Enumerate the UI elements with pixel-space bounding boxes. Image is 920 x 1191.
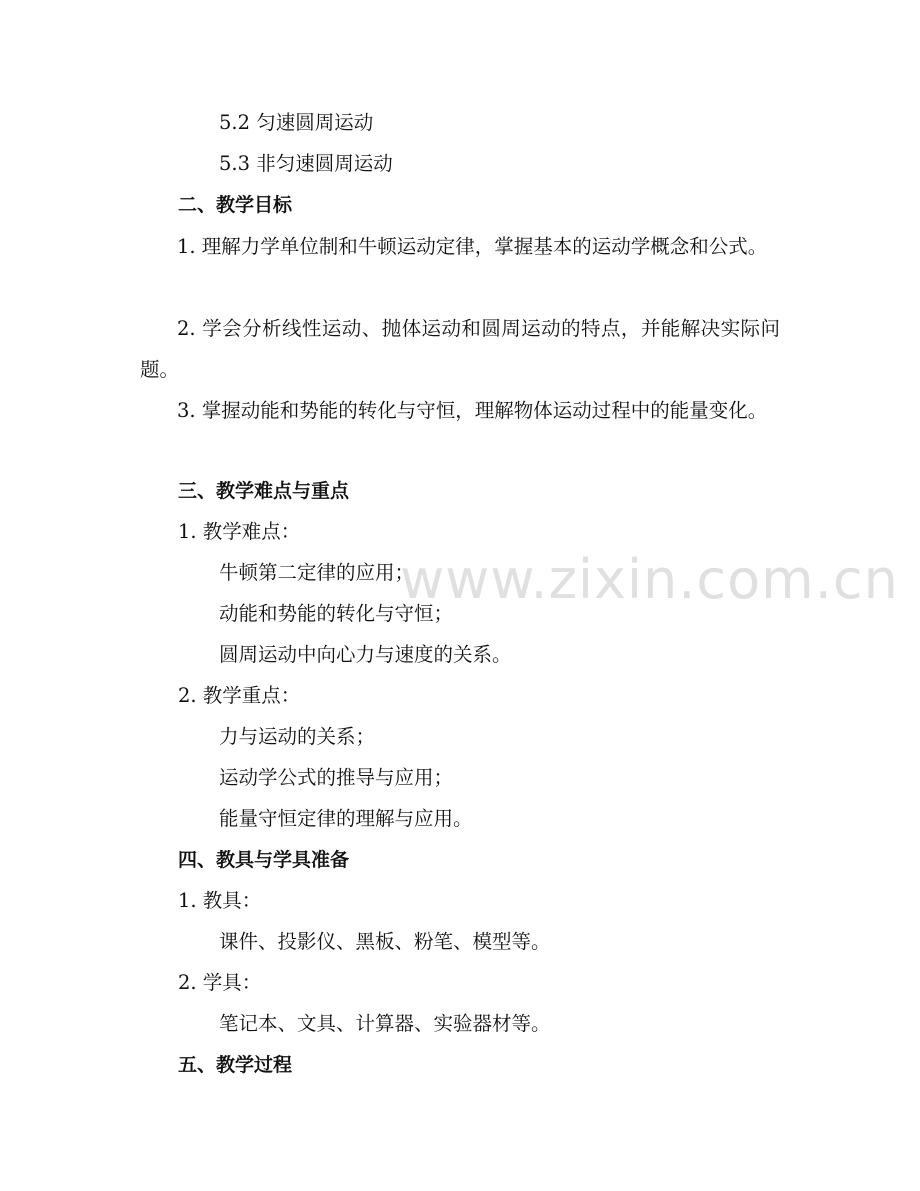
key-point-item: 运动学公式的推导与应用；	[219, 766, 454, 789]
section-heading-difficulties: 三、教学难点与重点	[178, 480, 350, 502]
section-heading-objectives: 二、教学目标	[178, 194, 293, 216]
key-point-label: 2. 教学重点：	[178, 684, 301, 707]
key-point-item: 能量守恒定律的理解与应用。	[219, 807, 473, 830]
objective-item-2: 2. 学会分析线性运动、抛体运动和圆周运动的特点，并能解决实际问题。	[140, 317, 780, 381]
key-point-item: 力与运动的关系；	[219, 725, 376, 748]
section-heading-process: 五、教学过程	[178, 1054, 293, 1076]
difficulty-label: 1. 教学难点：	[178, 520, 301, 543]
objective-item-1: 1. 理解力学单位制和牛顿运动定律，掌握基本的运动学概念和公式。	[177, 235, 768, 258]
student-tools-list: 笔记本、文具、计算器、实验器材等。	[219, 1012, 551, 1035]
outline-item-5-2: 5.2 匀速圆周运动	[219, 111, 374, 134]
difficulty-item: 圆周运动中向心力与速度的关系。	[219, 643, 512, 666]
outline-item-5-3: 5.3 非匀速圆周运动	[219, 152, 393, 175]
teaching-aids-label: 1. 教具：	[178, 889, 262, 912]
student-tools-label: 2. 学具：	[178, 971, 262, 994]
objective-item-3: 3. 掌握动能和势能的转化与守恒，理解物体运动过程中的能量变化。	[177, 399, 768, 422]
difficulty-item: 牛顿第二定律的应用；	[219, 561, 415, 584]
teaching-aids-list: 课件、投影仪、黑板、粉笔、模型等。	[219, 930, 551, 953]
section-heading-materials: 四、教具与学具准备	[178, 849, 350, 871]
watermark: www.zixin.com.cn	[400, 548, 899, 611]
difficulty-item: 动能和势能的转化与守恒；	[219, 602, 454, 625]
